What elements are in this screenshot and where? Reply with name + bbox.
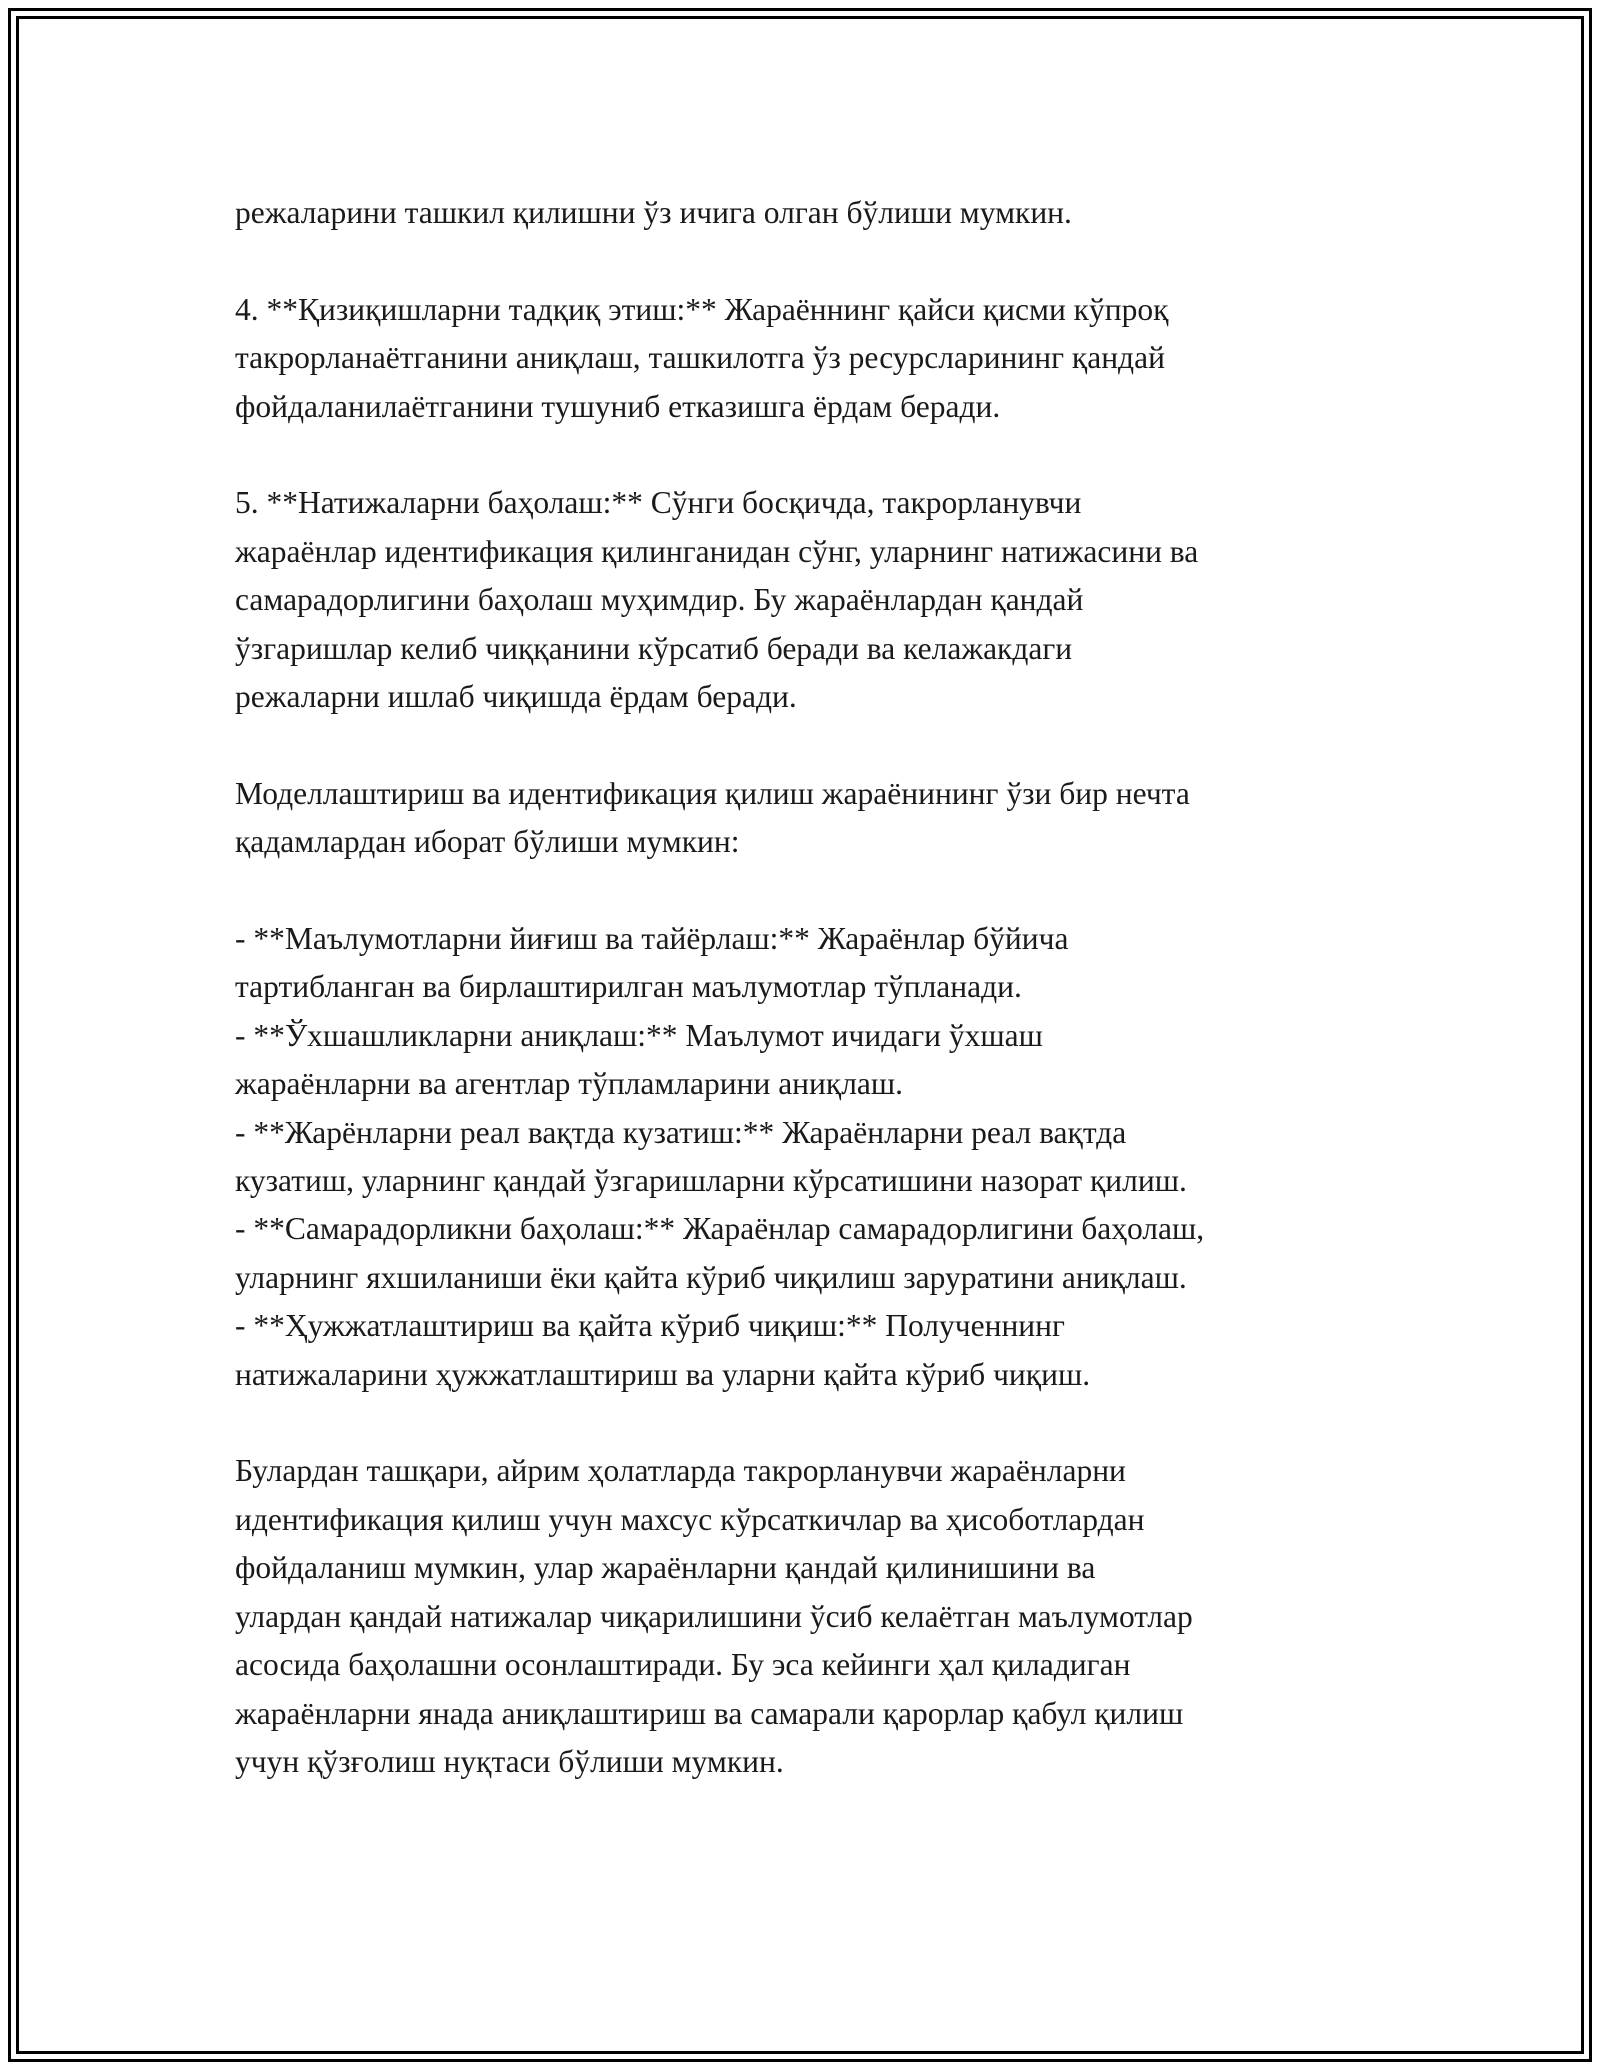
text-line: учун қўзғолиш нуқтаси бўлиши мумкин. (235, 1743, 784, 1779)
list-item: - **Жарёнларни реал вақтда кузатиш:** Жараёнларни реал вақтда (235, 1114, 1127, 1150)
document-body (235, 189, 1395, 1786)
text-line: самарадорлигини баҳолаш муҳимдир. Бу жараёнлардан қандай (235, 582, 1084, 618)
text-line: Булардан ташқари, айрим ҳолатларда такрорланувчи жараёнларни (235, 1453, 1126, 1489)
text-line: идентификация қилиш учун махсус кўрсаткичлар ва ҳисоботлардан (235, 1501, 1145, 1537)
text-line: қадамлардан иборат бўлиши мумкин: (235, 824, 740, 860)
text-line: ўзгаришлар келиб чиққанини кўрсатиб беради ва келажакдаги (235, 630, 1073, 666)
list-item: - **Ҳужжатлаштириш ва қайта кўриб чиқиш:** Полученнинг (235, 1308, 1065, 1344)
text-line: уларнинг яхшиланиши ёки қайта кўриб чиқилиш заруратини аниқлаш. (235, 1259, 1187, 1295)
list-item: - **Ўхшашликларни аниқлаш:** Маълумот ичидаги ўхшаш (235, 1017, 1043, 1053)
text-line: режаларини ташкил қилишни ўз ичига олган бўлиши мумкин. (235, 195, 1072, 230)
text-line: улардан қандай натижалар чиқарилишини ўсиб келаётган маълумотлар (235, 1598, 1193, 1634)
text-line: фойдаланилаётганини тушуниб етказишга ёрдам беради. (235, 388, 1001, 424)
paragraph-item-5 (235, 479, 1395, 721)
paragraph-item-4 (235, 286, 1395, 431)
text-line: 5. **Натижаларни баҳолаш:** Сўнги босқичда, такрорланувчи (235, 485, 1082, 521)
text-line: жараёнларни ва агентлар тўпламларини аниқлаш. (235, 1066, 904, 1102)
list-item: - **Маълумотларни йиғиш ва тайёрлаш:** Жараёнлар бўйича (235, 921, 1069, 957)
text-line: тартибланган ва бирлаштирилган маълумотлар тўпланади. (235, 969, 1022, 1005)
text-line: жараёнлар идентификация қилинганидан сўнг, уларнинг натижасини ва (235, 533, 1199, 569)
text-line: режаларни ишлаб чиқишда ёрдам беради. (235, 679, 797, 715)
text-line: фойдаланиш мумкин, улар жараёнларни қандай қилинишини ва (235, 1550, 1096, 1586)
text-line: 4. **Қизиқишларни тадқиқ этиш:** Жараённинг қайси қисми кўпроқ (235, 291, 1169, 327)
bullet-list (235, 915, 1395, 1399)
text-line: натижаларини ҳужжатлаштириш ва уларни қайта кўриб чиқиш. (235, 1356, 1091, 1392)
text-line: Моделлаштириш ва идентификация қилиш жараёнининг ўзи бир нечта (235, 775, 1190, 811)
paragraph-modeling-steps-intro (235, 770, 1395, 867)
list-item: - **Самарадорликни баҳолаш:** Жараёнлар самарадорлигини баҳолаш, (235, 1211, 1205, 1247)
text-line: асосида баҳолашни осонлаштиради. Бу эса кейинги ҳал қиладиган (235, 1647, 1131, 1683)
text-line: такрорланаётганини аниқлаш, ташкилотга ўз ресурсларининг қандай (235, 340, 1165, 376)
text-line: жараёнларни янада аниқлаштириш ва самарали қарорлар қабул қилиш (235, 1695, 1184, 1731)
text-line: кузатиш, уларнинг қандай ўзгаришларни кўрсатишини назорат қилиш. (235, 1163, 1187, 1199)
paragraph-conclusion (235, 1447, 1395, 1786)
paragraph-intro (235, 189, 1395, 237)
